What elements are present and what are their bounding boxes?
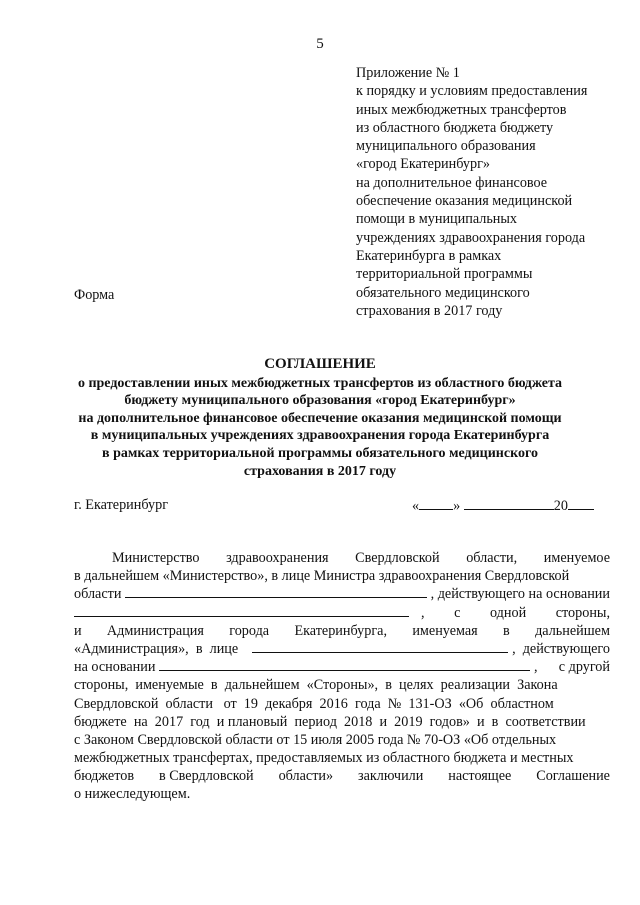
title-line: на дополнительное финансовое обеспечение оказания медицинской помощи xyxy=(78,410,562,426)
text: на основании xyxy=(74,659,156,676)
city-label: г. Екатеринбург xyxy=(74,497,169,513)
appendix-line: из областного бюджета бюджету xyxy=(356,119,554,136)
text: Свердловской области от 19 декабря 2016 года № 131-ОЗ «Об областном xyxy=(74,695,554,712)
title-line: бюджету муниципального образования «город Екатеринбург» xyxy=(124,393,516,409)
blank-field xyxy=(125,585,426,598)
appendix-line: иных межбюджетных трансфертов xyxy=(356,101,567,118)
text: области xyxy=(74,586,122,603)
word: именуемое xyxy=(543,550,610,566)
word: одной xyxy=(489,604,527,621)
blank-field xyxy=(159,658,529,671)
title-line: в муниципальных учреждениях здравоохранения города Екатеринбурга xyxy=(90,428,550,444)
appendix-line: «город Екатеринбург» xyxy=(356,156,491,173)
appendix-line: к порядку и условиям предоставления xyxy=(356,83,588,100)
appendix-line: обеспечение оказания медицинской xyxy=(356,193,573,210)
appendix-line: на дополнительное финансовое xyxy=(356,174,548,191)
word: в xyxy=(503,622,510,639)
text: межбюджетных трансфертах, предоставляемых из областного бюджета и местных xyxy=(74,750,574,767)
word: настоящее xyxy=(448,768,512,785)
form-label: Форма xyxy=(74,287,115,303)
month-blank xyxy=(464,497,554,510)
word: стороны, xyxy=(555,604,610,621)
date-close-quote: » xyxy=(453,498,461,514)
body-line xyxy=(74,749,610,767)
title-line: в рамках территориальной программы обязательного медицинского xyxy=(102,445,538,461)
body-line xyxy=(74,785,610,803)
text: с Законом Свердловской области от 15 июля 2005 года № 70-ОЗ «Об отдельных xyxy=(74,731,557,748)
text: , действующего xyxy=(512,640,610,657)
text: «Администрация», в лице xyxy=(74,640,239,657)
appendix-line: Екатеринбурга в рамках xyxy=(356,247,502,264)
year-prefix: 20 xyxy=(553,498,568,514)
word: и xyxy=(74,622,82,639)
text: бюджете на 2017 год и плановый период 2018 и 2019 годов» и в соответствии xyxy=(74,713,586,730)
body-line xyxy=(74,604,610,622)
document-title xyxy=(40,356,600,480)
appendix-line: учреждениях здравоохранения города xyxy=(356,229,586,246)
word: области, xyxy=(466,550,518,566)
text: в дальнейшем «Министерство», в лице Министра здравоохранения Свердловской xyxy=(74,568,570,585)
blank-field xyxy=(252,640,508,653)
body-line xyxy=(74,695,610,713)
text: о нижеследующем. xyxy=(74,786,191,803)
text: с другой xyxy=(558,659,610,676)
body-line xyxy=(74,767,610,785)
appendix-line: помощи в муниципальных xyxy=(356,211,518,228)
appendix-line: муниципального образования xyxy=(356,138,536,155)
body-line xyxy=(74,640,610,658)
body-line xyxy=(74,713,610,731)
appendix-line: страхования в 2017 году xyxy=(356,302,503,319)
text: , действующего на основании xyxy=(430,586,610,603)
word: бюджетов xyxy=(74,768,135,785)
appendix-line: Приложение № 1 xyxy=(356,65,460,81)
appendix-header xyxy=(356,64,626,320)
blank-field xyxy=(74,604,409,617)
agreement-body xyxy=(74,549,610,804)
body-line xyxy=(74,549,610,567)
year-blank xyxy=(568,497,594,510)
body-line xyxy=(74,731,610,749)
appendix-line: территориальной программы xyxy=(356,266,533,283)
body-line xyxy=(74,622,610,640)
body-line xyxy=(74,585,610,603)
word: дальнейшем xyxy=(535,622,610,639)
word: Соглашение xyxy=(536,768,610,785)
title-heading: СОГЛАШЕНИЕ xyxy=(264,356,376,372)
date-open-quote: « xyxy=(412,498,420,514)
word: здравоохранения xyxy=(226,550,329,566)
word: города xyxy=(229,622,270,639)
word: области» xyxy=(278,768,334,785)
title-line: страхования в 2017 году xyxy=(243,463,397,479)
word: с xyxy=(454,604,461,621)
word: Администрация xyxy=(106,622,204,639)
word: заключили xyxy=(358,768,424,785)
page-number: 5 xyxy=(316,36,324,52)
word: именуемая xyxy=(412,622,478,639)
word: Министерство xyxy=(112,550,200,566)
day-blank xyxy=(419,497,453,510)
appendix-line: обязательного медицинского xyxy=(356,284,530,301)
text: стороны, именуемые в дальнейшем «Стороны», в целях реализации Закона xyxy=(74,677,558,694)
body-line xyxy=(74,676,610,694)
word: Екатеринбурга, xyxy=(294,622,388,639)
title-line: о предоставлении иных межбюджетных трансфертов из областного бюджета xyxy=(77,375,563,391)
text-group: , с одной стороны, xyxy=(421,604,610,621)
body-line: на основании , с другой xyxy=(74,659,610,676)
word: Свердловской xyxy=(355,550,440,566)
word: в Свердловской xyxy=(158,768,254,785)
body-line xyxy=(74,567,610,585)
date-field xyxy=(412,497,594,515)
